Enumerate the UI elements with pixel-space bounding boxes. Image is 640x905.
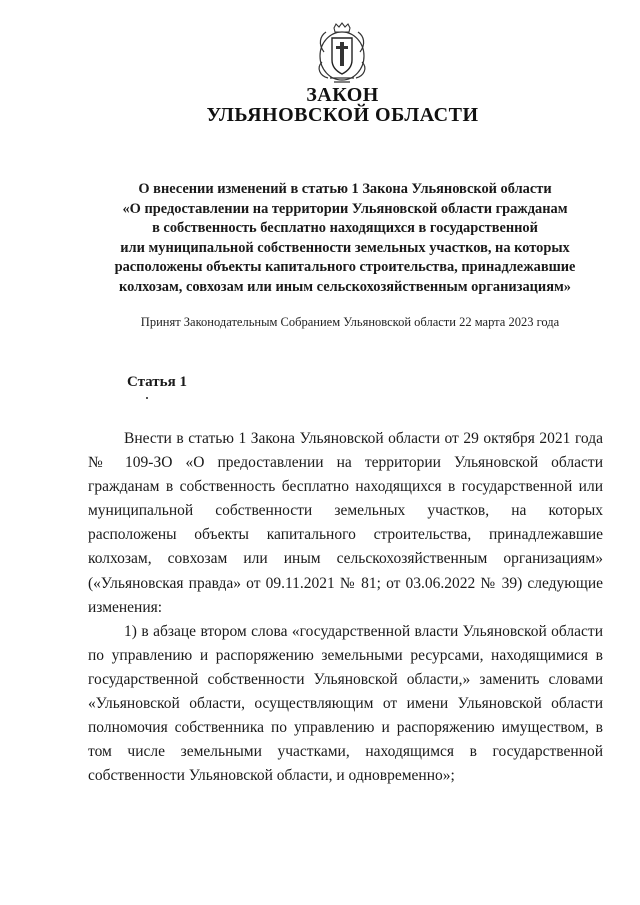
law-subject: [80, 180, 610, 297]
article-paragraph: Внести в статью 1 Закона Ульяновской области от 29 октября 2021 года № 109-ЗО «О предоставлении на территории Ульяновской области гражданам в собственность бесплатно находящихся в государственной или муниципальной собственности земельных участков, на которых расположены объекты капитального строительства, принадлежавшие колхозам, совхозам или иным сельскохозяйственным организациям» («Ульяновская правда» от 09.11.2021 № 81; от 03.06.2022 № 39) следующие изменения:: [88, 430, 603, 616]
subject-line: или муниципальной собственности земельных участков, на которых: [120, 239, 570, 256]
subject-line: колхозам, совхозам или иным сельскохозяйственным организациям»: [118, 278, 572, 295]
article-paragraph: 1) в абзаце втором слова «государственной власти Ульяновской области по управлению и распоряжению земельными ресурсами, находящимися в государственной собственности Ульяновской области,» заменить словами «Ульяновской области, осуществляющим от имени Ульяновской области полномочия собственника по управлению и распоряжению имуществом, в том числе земельными участками, находящимся в государственной собственности Ульяновской области, и одновременно»;: [88, 622, 603, 785]
subject-line: расположены объекты капитального строительства, принадлежавшие: [114, 259, 576, 275]
coat-of-arms-emblem: [312, 22, 372, 86]
scan-mark: [146, 397, 148, 399]
article-heading: Статья 1: [127, 374, 187, 390]
subject-line: О внесении изменений в статью 1 Закона Ульяновской области: [138, 181, 552, 197]
law-title: ЗАКОН: [306, 84, 379, 106]
subject-line: в собственность бесплатно находящихся в государственной: [152, 220, 538, 236]
subject-line: «О предоставлении на территории Ульяновской области гражданам: [122, 200, 568, 217]
article-body: [88, 427, 603, 788]
adoption-note: Принят Законодательным Собранием Ульяновской области 22 марта 2023 года: [140, 315, 560, 329]
region-title: УЛЬЯНОВСКОЙ ОБЛАСТИ: [206, 104, 479, 126]
